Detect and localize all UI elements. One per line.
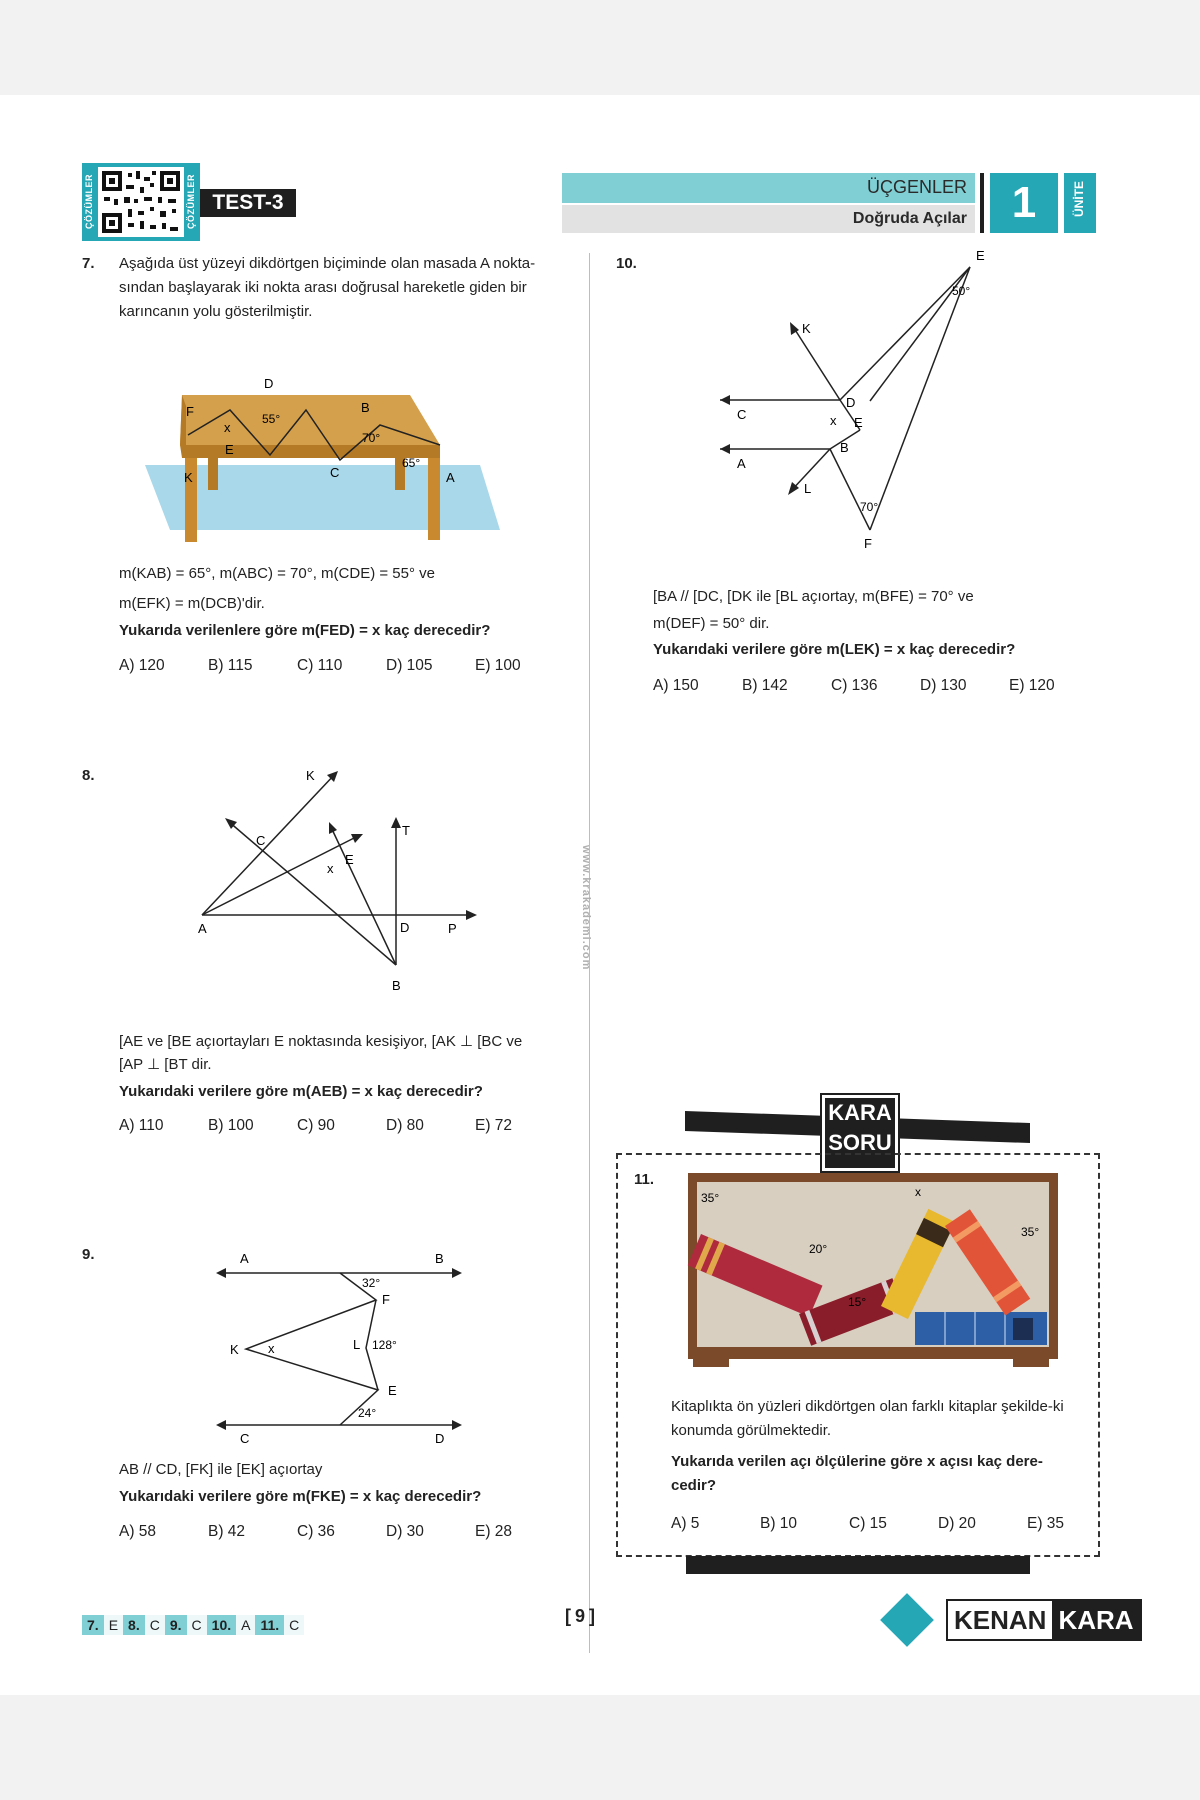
q10-angle-70: 70°	[860, 500, 879, 514]
q8-label-A: A	[198, 921, 207, 936]
website-watermark: www.krakademi.com	[580, 845, 592, 971]
q7-options	[119, 657, 564, 675]
q9-angle-128: 128°	[372, 1338, 397, 1352]
q8-label-T: T	[402, 823, 410, 838]
q9-label-B: B	[435, 1251, 444, 1266]
q7-number: 7.	[82, 255, 95, 272]
q11-option-e[interactable]: E) 35	[1027, 1515, 1065, 1532]
q7-label-C: C	[330, 465, 340, 480]
q9-label-L: L	[353, 1337, 361, 1352]
q11-angle-20: 20°	[809, 1242, 828, 1256]
q7-given-2: m(EFK) = m(DCB)'dir.	[119, 595, 265, 612]
q7-angle-70: 70°	[362, 431, 381, 445]
q7-angle-55: 55°	[262, 412, 281, 426]
answer-key-q11-number: 11.	[255, 1615, 284, 1635]
worksheet-page	[0, 95, 1200, 1695]
answer-key-q7-number: 7.	[82, 1615, 104, 1635]
q7-label-A: A	[446, 470, 455, 485]
q10-given-1: [BA // [DC, [DK ile [BL açıortay, m(BFE) = 70° ve	[653, 588, 974, 605]
q10-label-B: B	[840, 440, 849, 455]
q11-number: 11.	[634, 1171, 655, 1188]
q9-options	[119, 1523, 564, 1541]
q8-label-x: x	[327, 861, 334, 876]
q8-label-C: C	[256, 833, 266, 848]
q7-option-b[interactable]: B) 115	[208, 657, 253, 674]
qr-code-block[interactable]	[82, 163, 200, 241]
q7-intro: Aşağıda üst yüzeyi dikdörtgen biçiminde olan masada A nokta-sından başlayarak iki nokta arası doğrusal hareketle giden bir karıncanın yolu gösterilmiştir.	[119, 255, 536, 320]
q10-label-C: C	[737, 407, 747, 422]
q7-angle-65: 65°	[402, 456, 421, 470]
q8-question: Yukarıdaki verilere göre m(AEB) = x kaç derecedir?	[119, 1083, 483, 1100]
q9-option-e[interactable]: E) 28	[475, 1523, 513, 1540]
q7-given-1: m(KAB) = 65°, m(ABC) = 70°, m(CDE) = 55° ve	[119, 565, 435, 582]
q10-given-2: m(DEF) = 50° dir.	[653, 615, 770, 632]
q9-option-c[interactable]: C) 36	[297, 1523, 335, 1540]
q10-number: 10.	[616, 255, 637, 272]
test-label: TEST-3	[200, 189, 296, 217]
answer-key-q8-answer: C	[145, 1615, 165, 1635]
q7-label-K: K	[184, 470, 193, 485]
q8-label-E: E	[345, 852, 354, 867]
answer-key-q11-answer: C	[284, 1615, 304, 1635]
q11-text: Kitaplıkta ön yüzleri dikdörtgen olan farklı kitaplar şekilde-ki konumda görülmektedir.	[671, 1398, 1064, 1439]
q10-label-E-top: E	[976, 248, 985, 263]
q9-question: Yukarıdaki verilere göre m(FKE) = x kaç derecedir?	[119, 1488, 482, 1505]
q10-label-L: L	[804, 481, 812, 496]
q7-option-c[interactable]: C) 110	[297, 657, 343, 674]
answer-key-q10-number: 10.	[207, 1615, 236, 1635]
unit-label-box	[1064, 173, 1096, 233]
q10-option-b[interactable]: B) 142	[742, 677, 788, 694]
unit-number: 1	[990, 173, 1058, 233]
q9-given-1: AB // CD, [FK] ile [EK] açıortay	[119, 1461, 323, 1478]
q7-option-a[interactable]: A) 120	[119, 657, 165, 674]
topic-title: ÜÇGENLER	[866, 177, 967, 197]
q11-option-c[interactable]: C) 15	[849, 1515, 887, 1532]
q11-bookshelf-figure	[683, 1170, 1063, 1375]
publisher-name-1: KENAN	[954, 1605, 1047, 1635]
q7-label-B: B	[361, 400, 370, 415]
q8-figure	[190, 765, 490, 1000]
kara-soru-bottom-band	[686, 1556, 1030, 1574]
answer-key-q7-answer: E	[104, 1615, 123, 1635]
q8-option-d[interactable]: D) 80	[386, 1117, 424, 1134]
q9-label-D: D	[435, 1431, 445, 1446]
q10-label-x: x	[830, 413, 837, 428]
q10-figure	[700, 245, 1040, 560]
q11-question: Yukarıda verilen açı ölçülerine göre x açısı kaç dere-cedir?	[671, 1453, 1043, 1494]
q11-options	[671, 1515, 1116, 1533]
q8-option-a[interactable]: A) 110	[119, 1117, 164, 1134]
q10-label-E: E	[854, 415, 863, 430]
q10-option-e[interactable]: E) 120	[1009, 677, 1055, 694]
q7-question: Yukarıda verilenlere göre m(FED) = x kaç derecedir?	[119, 622, 491, 639]
q9-number: 9.	[82, 1246, 95, 1263]
q7-option-d[interactable]: D) 105	[386, 657, 433, 674]
page-number: [9]	[565, 1606, 600, 1626]
q11-angle-35-left: 35°	[701, 1191, 720, 1205]
q8-option-e[interactable]: E) 72	[475, 1117, 513, 1134]
q9-figure	[210, 1243, 470, 1453]
q7-label-x: x	[224, 420, 231, 435]
q9-label-K: K	[230, 1342, 239, 1357]
subtopic-title: Doğruda Açılar	[852, 210, 967, 227]
q7-label-F: F	[186, 404, 194, 419]
q9-option-d[interactable]: D) 30	[386, 1523, 424, 1540]
q10-question: Yukarıdaki verilere göre m(LEK) = x kaç derecedir?	[653, 641, 1016, 658]
q8-option-c[interactable]: C) 90	[297, 1117, 335, 1134]
page-number-value: 9	[575, 1606, 590, 1626]
publisher-logo[interactable]	[946, 1599, 1142, 1641]
subtopic-bar	[562, 205, 975, 233]
q9-label-F: F	[382, 1292, 390, 1307]
q11-option-a[interactable]: A) 5	[671, 1515, 700, 1532]
q9-option-b[interactable]: B) 42	[208, 1523, 246, 1540]
q9-angle-24: 24°	[358, 1406, 377, 1420]
q11-option-b[interactable]: B) 10	[760, 1515, 798, 1532]
q11-angle-15: 15°	[848, 1295, 867, 1309]
header-divider	[980, 173, 984, 233]
q10-option-c[interactable]: C) 136	[831, 677, 878, 694]
q8-options	[119, 1117, 564, 1135]
kara-soru-line-1: KARA	[828, 1100, 892, 1125]
q9-label-x: x	[268, 1341, 275, 1356]
q7-table-figure	[140, 330, 510, 550]
q10-angle-50: 50°	[952, 284, 971, 298]
q8-label-B: B	[392, 978, 401, 993]
unit-label: ÜNİTE	[1072, 181, 1086, 217]
q11-option-d[interactable]: D) 20	[938, 1515, 976, 1532]
q10-label-D: D	[846, 395, 856, 410]
q11-angle-35-right: 35°	[1021, 1225, 1040, 1239]
q8-option-b[interactable]: B) 100	[208, 1117, 254, 1134]
q8-given-2: [AP ⊥ [BT dir.	[119, 1056, 212, 1073]
q7-label-D: D	[264, 376, 274, 391]
q8-label-P: P	[448, 921, 457, 936]
answer-key-q9-number: 9.	[165, 1615, 187, 1635]
q10-label-F: F	[864, 536, 872, 551]
q9-label-E: E	[388, 1383, 397, 1398]
topic-bar	[562, 173, 975, 203]
answer-key-q9-answer: C	[187, 1615, 207, 1635]
q9-option-a[interactable]: A) 58	[119, 1523, 157, 1540]
q7-option-e[interactable]: E) 100	[475, 657, 521, 674]
qr-label-left: ÇÖZÜMLER	[84, 174, 94, 230]
qr-label-right: ÇÖZÜMLER	[186, 174, 196, 230]
q8-number: 8.	[82, 767, 95, 784]
q9-label-C: C	[240, 1431, 250, 1446]
q10-options	[653, 677, 1098, 695]
kr-diamond-icon	[880, 1593, 934, 1647]
qr-code-icon	[98, 167, 184, 237]
q8-label-D: D	[400, 920, 410, 935]
q9-angle-32: 32°	[362, 1276, 381, 1290]
q11-label-x: x	[915, 1185, 921, 1199]
q10-option-a[interactable]: A) 150	[653, 677, 699, 694]
q10-label-A: A	[737, 456, 746, 471]
kara-soru-line-2: SORU	[828, 1130, 892, 1155]
answer-key-q8-number: 8.	[123, 1615, 145, 1635]
q9-label-A: A	[240, 1251, 249, 1266]
q7-label-E: E	[225, 442, 234, 457]
q8-given-1: [AE ve [BE açıortayları E noktasında kesişiyor, [AK ⊥ [BC ve	[119, 1033, 523, 1050]
publisher-name-2: KARA	[1052, 1601, 1139, 1639]
answer-key-q10-answer: A	[236, 1615, 255, 1635]
q10-option-d[interactable]: D) 130	[920, 677, 967, 694]
answer-key	[82, 1615, 304, 1635]
q8-label-K: K	[306, 768, 315, 783]
q10-label-K: K	[802, 321, 811, 336]
